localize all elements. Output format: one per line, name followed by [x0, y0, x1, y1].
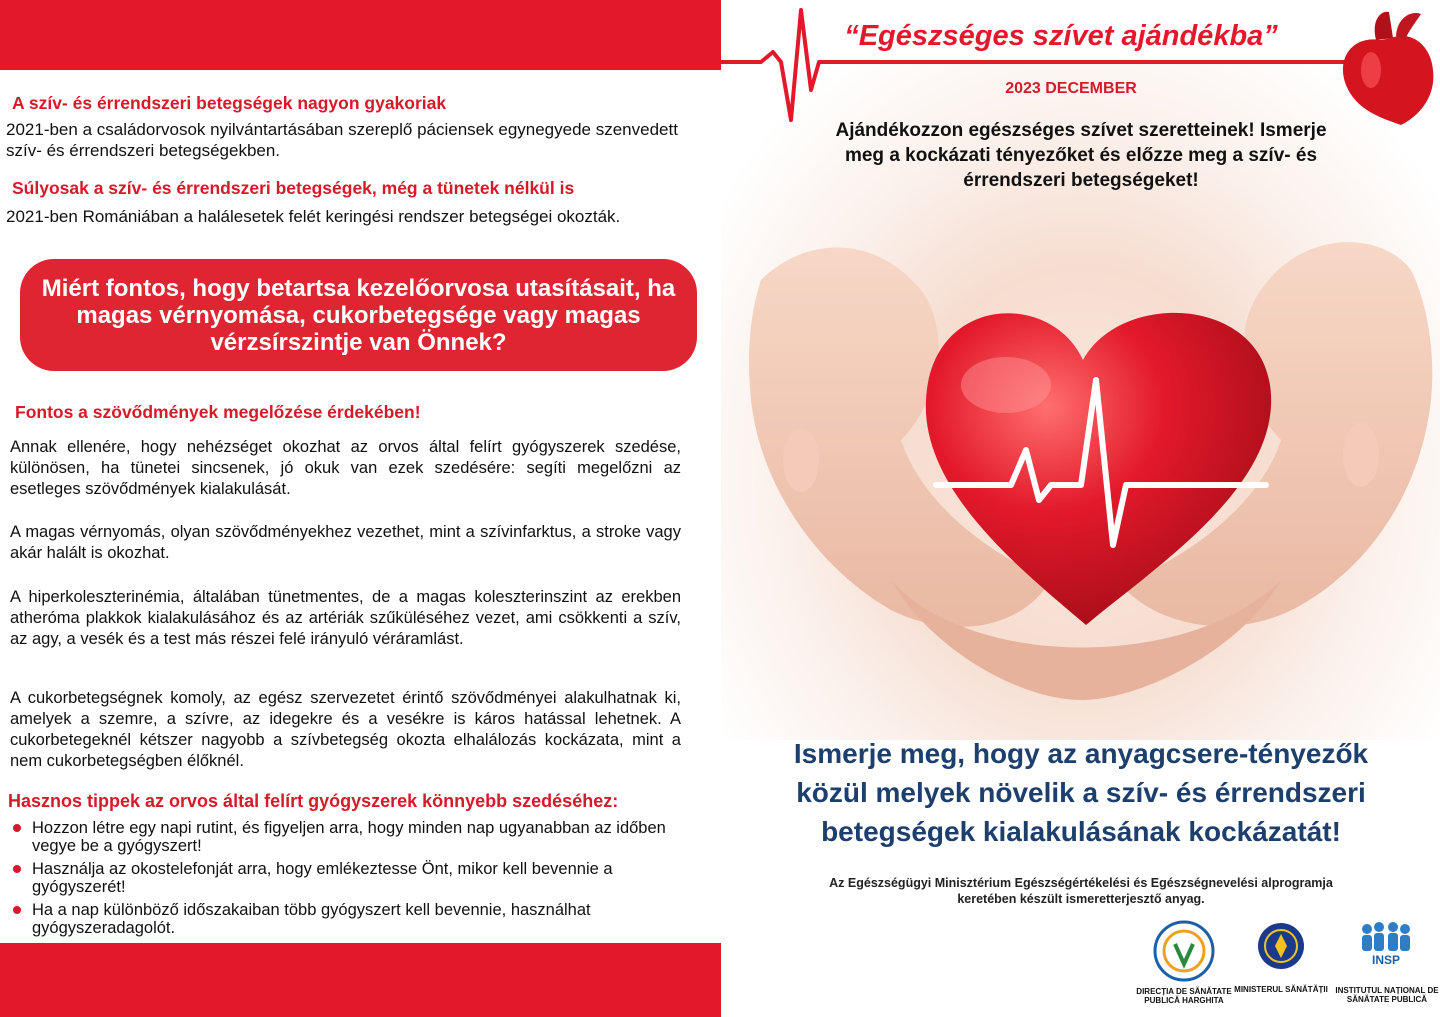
- tip-text: Ha a nap különböző időszakaiban több gyógyszert kell bevennie, használhat gyógyszeradagolót.: [32, 901, 591, 937]
- heading-common-diseases: A szív- és érrendszeri betegségek nagyon gyakoriak: [12, 93, 447, 113]
- dsp-harghita-logo-icon: [1153, 920, 1215, 982]
- paragraph-romania-deaths: 2021-ben Romániában a halálesetek felét keringési rendszer betegségei okozták.: [6, 207, 621, 226]
- list-item: [10, 860, 700, 896]
- intro-text: Ajándékozzon egészséges szívet szeretteinek! Ismerje meg a kockázati tényezőket és előzze meg a szív- és érrendszeri betegségeket!: [835, 120, 1327, 191]
- campaign-title: “Egészséges szívet ajándékba”: [844, 20, 1278, 52]
- top-red-band: [0, 0, 721, 70]
- insp-logo-icon: [1357, 920, 1415, 968]
- list-item: [10, 819, 700, 855]
- list-item: [10, 901, 700, 937]
- bullet-dot-icon: [13, 824, 21, 832]
- right-panel: [721, 0, 1440, 1017]
- insp-caption: INSTITUTUL NAȚIONAL DE SĂNĂTATE PUBLICĂ: [1335, 986, 1439, 1004]
- bottom-red-band: [0, 943, 721, 1017]
- paragraph-family-doctor-stats: 2021-ben a családorvosok nyilvántartásában szereplő páciensek egynegyede szenvedett szív- és érrendszeri betegségekben.: [6, 120, 678, 160]
- heading-prevent-complications: Fontos a szövődmények megelőzése érdekében!: [15, 402, 421, 422]
- anatomical-heart-icon: [1343, 12, 1433, 125]
- heading-serious-diseases: Súlyosak a szív- és érrendszeri betegségek, még a tünetek nélkül is: [12, 178, 575, 198]
- ministry-health-caption: MINISTERUL SĂNĂTĂȚII: [1234, 985, 1328, 994]
- hands-holding-heart-image: [721, 200, 1440, 720]
- paragraph-hypertension: A magas vérnyomás, olyan szövődményekhez vezethet, mint a szívinfarktus, a stroke vagy akár halált is okozhat.: [10, 523, 681, 562]
- dsp-harghita-caption: DIRECȚIA DE SĂNĂTATE PUBLICĂ HARGHITA: [1136, 987, 1232, 1005]
- tips-list: [10, 819, 700, 942]
- tip-text: Használja az okostelefonját arra, hogy emlékeztesse Önt, mikor kell bevennie a gyógyszerét!: [32, 860, 613, 896]
- insp-logo-text: INSP: [1371, 953, 1401, 967]
- ministry-credit: Az Egészségügyi Minisztérium Egészségértékelési és Egészségnevelési alprogramja keretében készült ismeretterjesztő anyag.: [829, 876, 1333, 906]
- heading-useful-tips: Hasznos tippek az orvos által felírt gyógyszerek könnyebb szedéséhez:: [8, 791, 619, 811]
- paragraph-diabetes: A cukorbetegségnek komoly, az egész szervezetet érintő szövődményei alakulhatnak ki, amelyek a szemre, a szívre, az idegekre és a vesékre is káros hatással lehetnek. A cukorbetegeknél kétszer nagyobb a szívbetegség okozta elhalálozás kockázata, mint a nem cukorbetegségben élőknél.: [10, 689, 681, 770]
- callout-box: [20, 259, 697, 371]
- bullet-dot-icon: [13, 865, 21, 873]
- paragraph-cholesterol: A hiperkoleszterinémia, általában tünetmentes, de a magas koleszterinszint az erekben atheróma plakkok kialakulásához és az artériák szűküléséhez vezet, ami csökkenti a szív, az agy, a vesék és a test más részei felé irányuló véráramlást.: [10, 588, 681, 648]
- bullet-dot-icon: [13, 906, 21, 914]
- metabolic-risk-headline: Ismerje meg, hogy az anyagcsere-tényezők közül melyek növelik a szív- és érrendszeri betegségek kialakulásának kockázatát!: [793, 738, 1369, 847]
- campaign-date: 2023 DECEMBER: [1005, 80, 1137, 97]
- callout-question: Miért fontos, hogy betartsa kezelőorvosa utasításait, ha magas vérnyomása, cukorbetegsége vagy magas vérzsírszintje van Önnek?: [41, 274, 676, 356]
- government-romania-logo-icon: [1256, 920, 1306, 972]
- tip-text: Hozzon létre egy napi rutint, és figyeljen arra, hogy minden nap ugyanabban az időben vegye be a gyógyszert!: [32, 819, 666, 855]
- paragraph-medication-reason: Annak ellenére, hogy nehézséget okozhat az orvos által felírt gyógyszerek szedése, különösen, ha tünetei sincsenek, jó okuk van ezek szedésére: segíti megelőzni az esetleges szövődmények kialakulását.: [10, 438, 681, 498]
